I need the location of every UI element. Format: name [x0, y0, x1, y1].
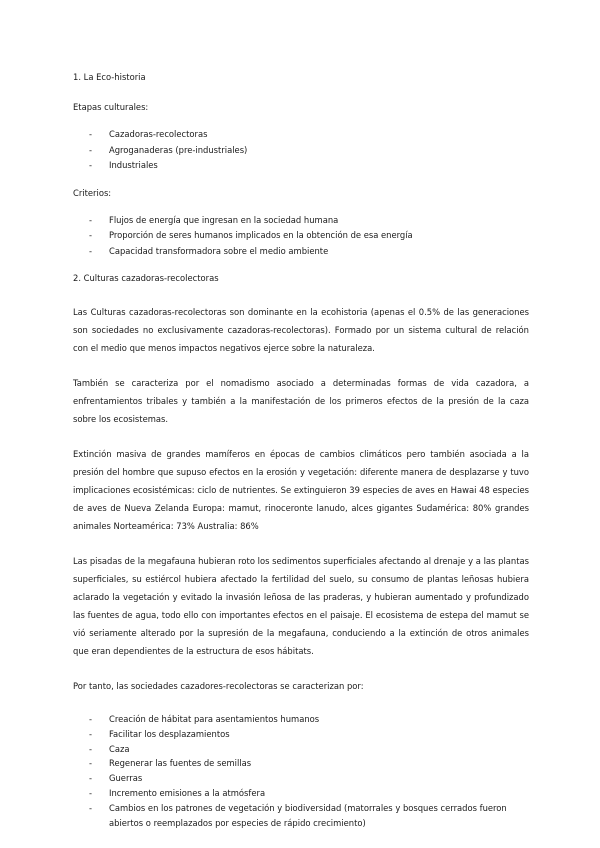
list-item: - Flujos de energía que ingresan en la sociedad humana: [73, 213, 529, 229]
section-2-title: 2. Culturas cazadoras-recolectoras: [73, 273, 219, 283]
paragraph: También se caracteriza por el nomadismo asociado a determinadas formas de vida cazadora, a enfrentamientos tribales y también a la manifestación de los primeros efectos de la presión de la caza sobre los ecosistemas.: [73, 378, 529, 424]
list-item: - Incremento emisiones a la atmósfera: [73, 786, 529, 801]
list-item: - Proporción de seres humanos implicados en la obtención de esa energía: [73, 228, 529, 244]
stages-list: [73, 127, 529, 174]
paragraph: Las Culturas cazadoras-recolectoras son dominante en la ecohistoria (apenas el 0.5% de las generaciones son sociedades no exclusivamente cazadoras-recolectoras). Formado por un sistema cultural de relación con el medio que menos impactos negativos ejerce sobre la naturaleza.: [73, 307, 529, 353]
list-item: - Regenerar las fuentes de semillas: [73, 756, 529, 771]
characteristics-list: [73, 712, 529, 830]
list-item: - Industriales: [73, 158, 529, 174]
criteria-list: [73, 213, 529, 260]
list-item: - Capacidad transformadora sobre el medio ambiente: [73, 244, 529, 260]
paragraph: Por tanto, las sociedades cazadores-recolectoras se caracterizan por:: [73, 681, 364, 691]
criteria-label: Criterios:: [73, 187, 112, 198]
list-item: - Cazadoras-recolectoras: [73, 127, 529, 143]
paragraph: Extinción masiva de grandes mamíferos en épocas de cambios climáticos pero también asociada a la presión del hombre que supuso efectos en la erosión y vegetación: diferente manera de desplazarse y tuvo implicaciones ecosistémicas: ciclo de nutrientes. Se extinguieron 39 especies de aves en Hawai 48 especies de aves de Nueva Zelanda Europa: mamut, rinoceronte lanudo, alces gigantes Sudamérica: 80% grandes animales Norteamérica: 73% Australia: 86%: [73, 449, 529, 531]
section-1-title: 1. La Eco-historia: [73, 72, 146, 82]
stages-label: Etapas culturales:: [73, 102, 149, 112]
paragraph: Las pisadas de la megafauna hubieran roto los sedimentos superficiales afectando al drenaje y a las plantas superficiales, su estiércol hubiera afectado la fertilidad del suelo, su consumo de plantas leñosas hubiera aclarado la vegetación y evitado la invasión leñosa de las praderas, y hubieran aumentado y profundizado las fuentes de agua, todo ello con importantes efectos en el paisaje. El ecosistema de estepa del mamut se vió seriamente alterado por la supresión de la megafauna, conduciendo a la extinción de otros animales que eran dependientes de la estructura de esos hábitats.: [73, 556, 529, 656]
list-item: - Facilitar los desplazamientos: [73, 727, 529, 742]
list-item: - Agroganaderas (pre-industriales): [73, 143, 529, 159]
list-item: - Guerras: [73, 771, 529, 786]
list-item: - Caza: [73, 742, 529, 757]
list-item: - Creación de hábitat para asentamientos humanos: [73, 712, 529, 727]
list-item: - Cambios en los patrones de vegetación y biodiversidad (matorrales y bosques cerrados fueron abiertos o reemplazados por especies de rápido crecimiento): [73, 801, 529, 831]
